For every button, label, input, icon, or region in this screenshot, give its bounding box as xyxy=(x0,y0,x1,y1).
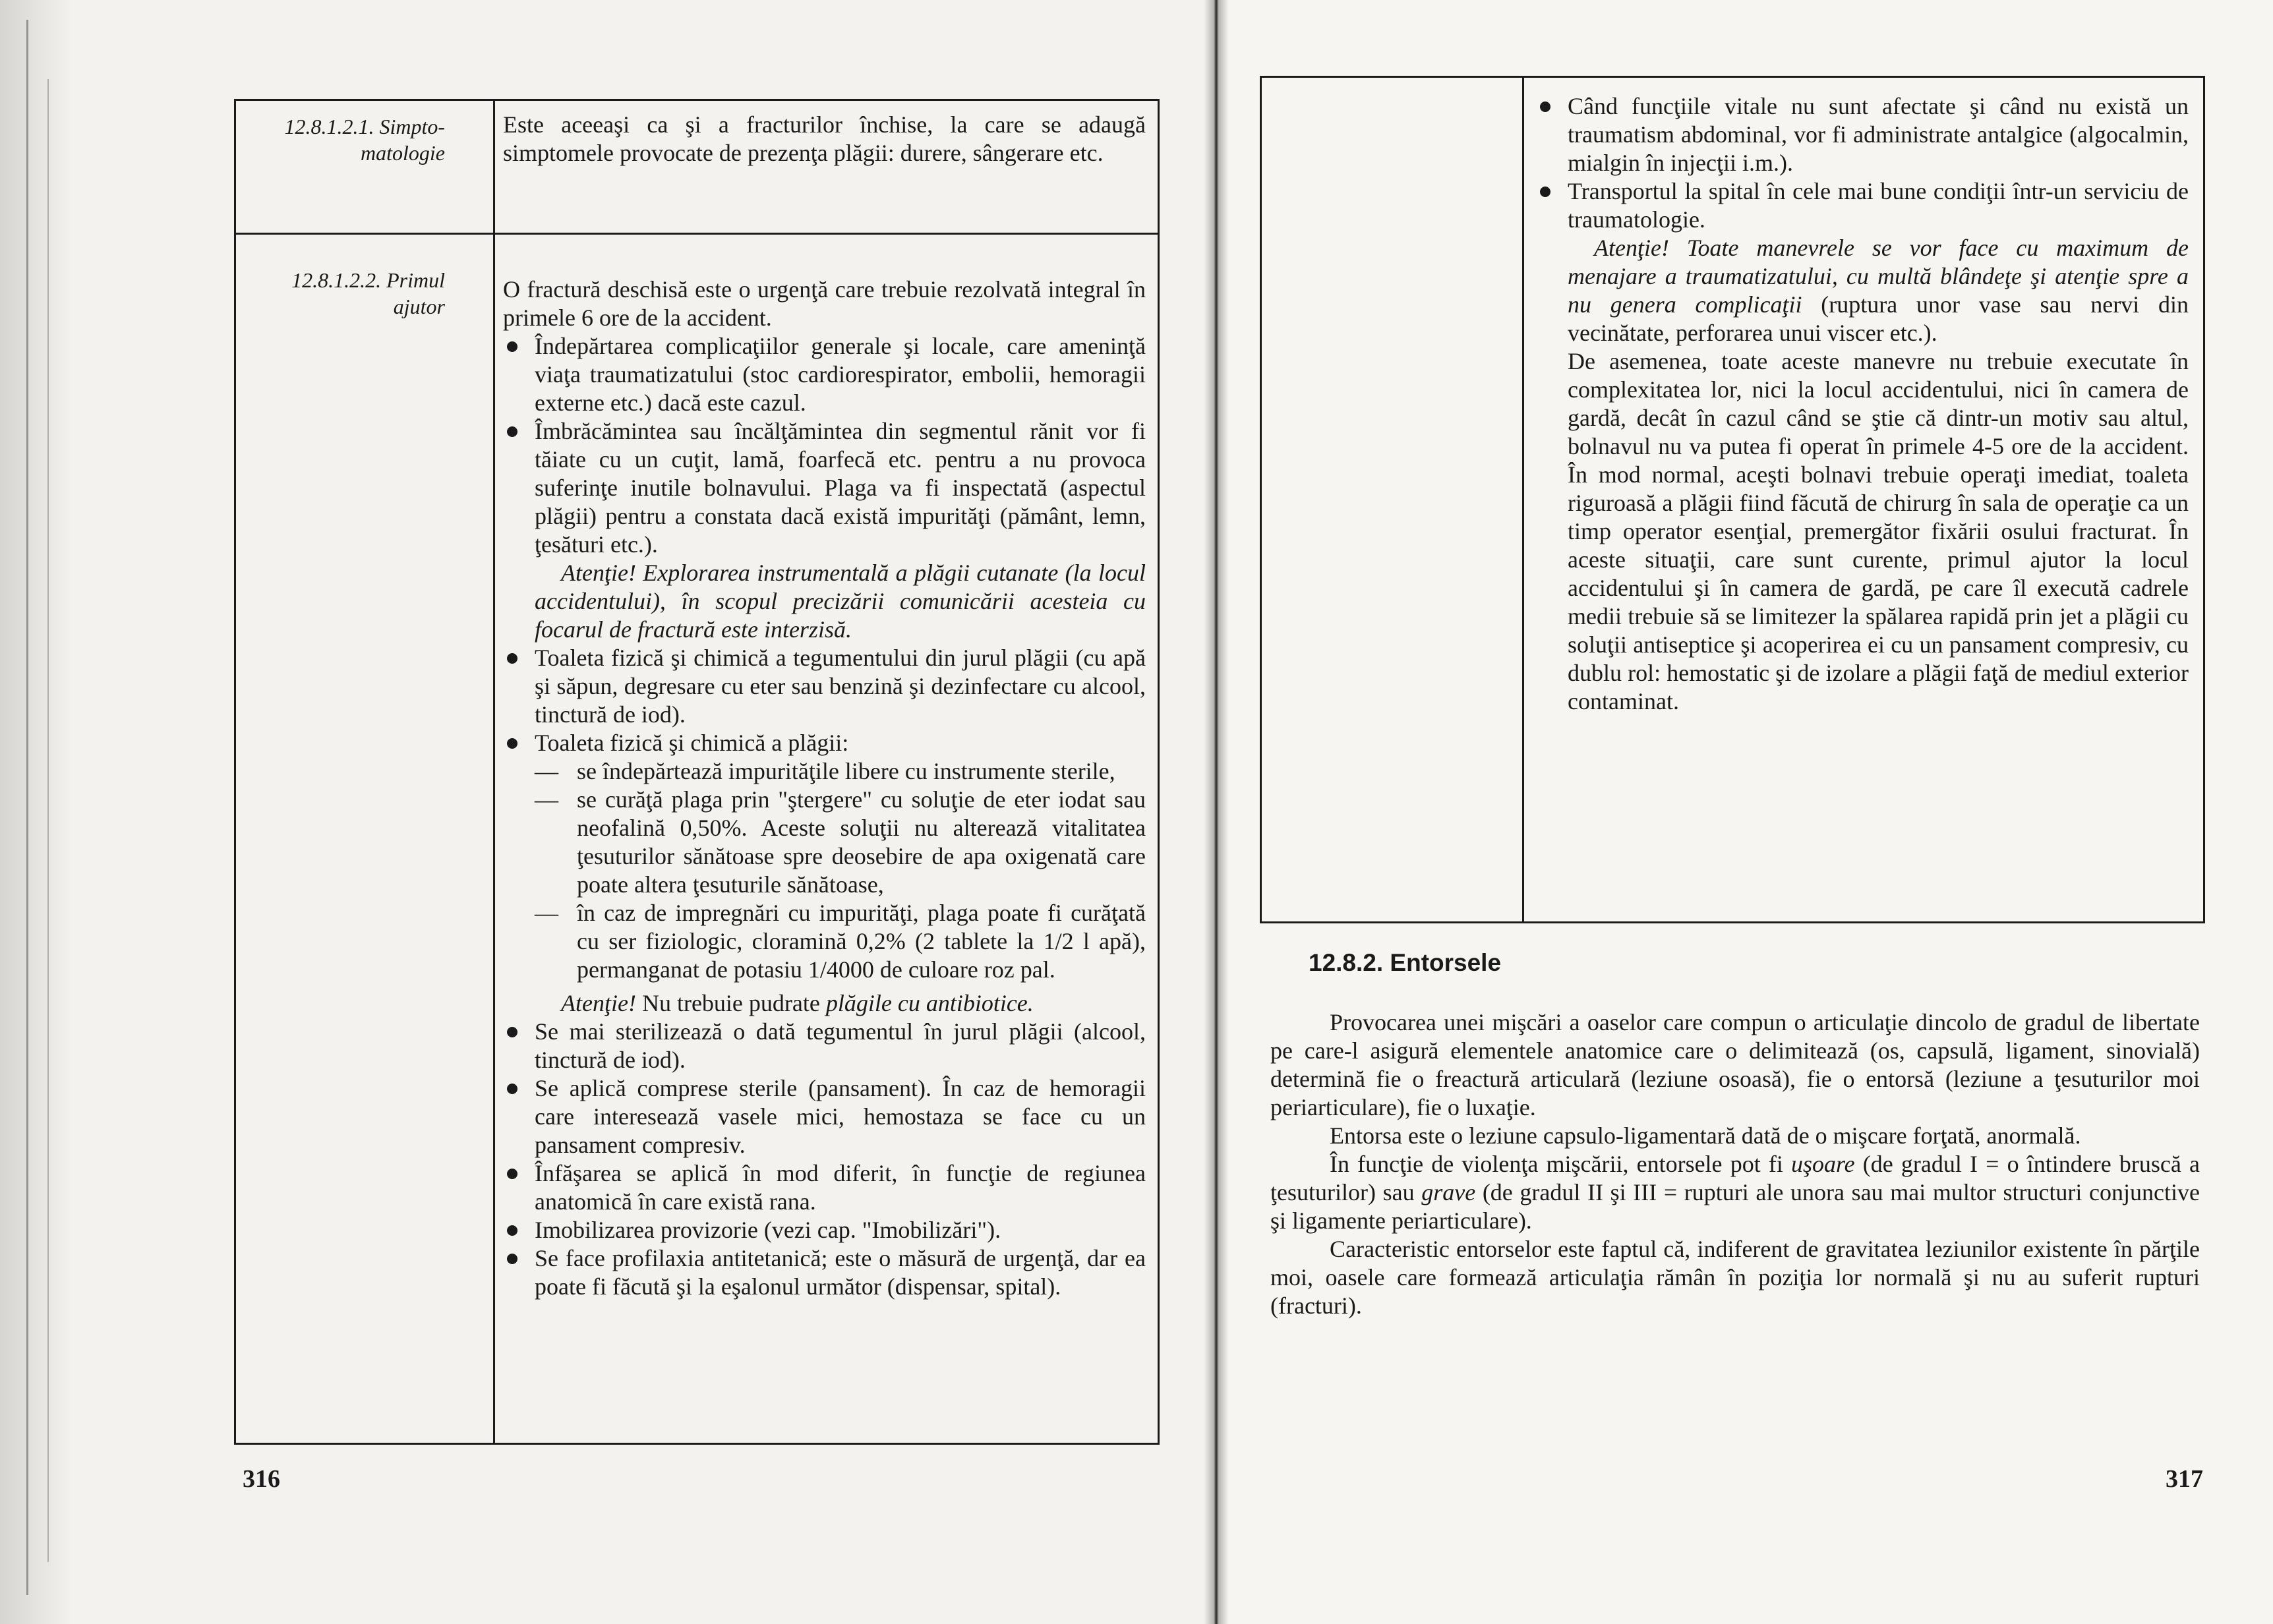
row-content-symptomatology: Este aceeaşi ca şi a fracturilor închise, la care se adaugă simptomele provocate de prezenţa plăgii: durere, sângerare etc. xyxy=(503,111,1146,166)
page-edge-shadow xyxy=(0,0,73,1624)
list-item: Se face profilaxia antitetanică; este o măsură de urgenţă, dar ea poate fi făcută şi la eşalonul următor (dispensar, spital). xyxy=(503,1244,1146,1301)
page-number: 316 xyxy=(243,1465,280,1493)
row-label-first-aid: 12.8.1.2.2. Primul ajutor xyxy=(291,268,445,318)
first-aid-list xyxy=(503,644,1146,984)
section-body xyxy=(1270,1008,2200,1320)
page-edge-line xyxy=(26,20,28,1595)
list-item: Înfăşarea se aplică în mod diferit, în funcţie de regiunea anatomică în care există rana. xyxy=(503,1159,1146,1216)
paragraph: Caracteristic entorselor este faptul că, indiferent de gravitatea leziunilor existente în părţile moi, oasele care formează articulaţia rămân în poziţia lor normală şi nu au suferit rupturi (fracturi). xyxy=(1270,1236,2200,1319)
paragraph: Provocarea unei mişcări a oaselor care compun o articulaţie dincolo de gradul de libertate pe care-l asigură elementele anatomice care o delimitează (os, capsulă, ligament, sinovială) determină fie o freactură articulară (leziune osoasă), fie o entorsă (leziune a ţesuturilor moi periarticulare), fie o luxaţie. xyxy=(1270,1009,2200,1120)
row-content-first-aid xyxy=(503,276,1146,1301)
first-aid-intro: O fractură deschisă este o urgenţă care trebuie rezolvată integral în primele 6 ore de la accident. xyxy=(503,276,1146,331)
table-row-divider xyxy=(236,233,1158,235)
list-item xyxy=(503,729,1146,984)
sub-list-item: — se curăţă plaga prin "ştergere" cu soluţie de eter iodat sau neofalină 0,50%. Aceste soluţii nu alterează vitalitatea ţesuturilor sănătoase spre deosebire de apa oxigenată care poate altera ţesuturile sănătoase, xyxy=(535,786,1146,899)
list-item: Se mai sterilizează o dată tegumentul în jurul plăgii (alcool, tinctură de iod). xyxy=(503,1018,1146,1074)
warning-note: Atenţie! Explorarea instrumentală a plăgii cutanate (la locul accidentului), în scopul precizării comunicării acesteia cu focarul de fractură este interzisă. xyxy=(535,560,1146,643)
list-item: Imobilizarea provizorie (vezi cap. "Imobilizări"). xyxy=(503,1216,1146,1244)
first-aid-list xyxy=(503,1018,1146,1301)
table-column-divider xyxy=(1522,78,1524,921)
list-item: Când funcţiile vitale nu sunt afectate şi când nu există un traumatism abdominal, vor fi administrate antalgice (algocalmin, mialgin în injecţii i.m.). xyxy=(1536,92,2189,177)
sub-list-item: — se îndepărtează impurităţile libere cu instrumente sterile, xyxy=(535,757,1146,786)
warning-note: Atenţie! Nu trebuie pudrate plăgile cu antibiotice. xyxy=(561,990,1034,1016)
right-page xyxy=(1216,0,2273,1624)
list-item-text: Toaleta fizică şi chimică a plăgii: xyxy=(535,730,849,756)
page-number: 317 xyxy=(2166,1465,2203,1493)
warning-note: Atenţie! Toate manevrele se vor face cu maximum de menajare a traumatizatului, cu multă blândeţe şi atenţie spre a nu genera complicaţii (ruptura unor vase sau nervi din vecinătate, perforarea unui viscer etc.). xyxy=(1568,235,2189,346)
continuation-content xyxy=(1536,92,2189,716)
list-item: Îndepărtarea complicaţiilor generale şi locale, care ameninţă viaţa traumatizatului (stoc cardiorespirator, embolii, hemoragii externe etc.) dacă este cazul. xyxy=(503,332,1146,417)
sub-list-item: — în caz de impregnări cu impurităţi, plaga poate fi curăţată cu ser fiziologic, cloramină 0,2% (2 tablete la 1/2 l apă), permanganat de potasiu 1/4000 de culoare roz pal. xyxy=(535,899,1146,984)
table-column-divider xyxy=(493,101,495,1443)
first-aid-list xyxy=(503,332,1146,559)
section-heading: 12.8.2. Entorsele xyxy=(1309,949,1502,976)
list-item: Se aplică comprese sterile (pansament). În caz de hemoragii care interesează vasele mici, hemostaza se face cu un pansament compresiv. xyxy=(503,1074,1146,1159)
book-gutter xyxy=(1204,0,1229,1624)
first-aid-list xyxy=(1536,92,2189,234)
sub-list xyxy=(535,757,1146,984)
paragraph: În funcţie de violenţa mişcării, entorsele pot fi uşoare (de gradul I = o întindere bruscă a ţesuturilor) sau grave (de gradul II şi III = rupturi ale unora sau mai multor structuri conjunctive şi ligamente periarticulare). xyxy=(1270,1151,2200,1234)
page-edge-line xyxy=(47,79,49,1562)
paragraph: De asemenea, toate aceste manevre nu trebuie executate în complexitatea lor, nici la locul accidentului, nici în camera de gardă, decât în cazul când se ştie că dintr-un motiv sau altul, bolnavul nu va putea fi operat în primele 4-5 ore de la accident. În mod normal, aceşti bolnavi trebuie operaţi imediat, toaleta riguroasă a plăgii fiind făcută de chirurg în sala de operaţie ca un timp operator esenţial, premergător fixării osului fracturat. În aceste situaţii, care sunt curente, primul ajutor la locul accidentului şi în camera de gardă, pe care îl execută cadrele medii trebuie să se limitezer la spălarea rapidă prin jet a plăgii cu soluţii antiseptice şi acoperirea ei cu un pansament compresiv, cu dublu rol: hemostatic şi de izolare a plăgii faţă de mediul exterior contaminat. xyxy=(1568,348,2189,714)
list-item: Transportul la spital în cele mai bune condiţii într-un serviciu de traumatologie. xyxy=(1536,177,2189,234)
paragraph: Entorsa este o leziune capsulo-ligamentară dată de o mişcare forţată, anormală. xyxy=(1330,1122,2081,1149)
list-item: Toaleta fizică şi chimică a tegumentului din jurul plăgii (cu apă şi săpun, degresare cu eter sau benzină şi dezinfectare cu alcool, tinctură de iod). xyxy=(503,644,1146,729)
list-item: Îmbrăcămintea sau încălţămintea din segmentul rănit vor fi tăiate cu un cuţit, lamă, foarfecă etc. pentru a nu provoca suferinţe inutile bolnavului. Plaga va fi inspectată (aspectul plăgii) pentru a constata dacă există impurităţi (pământ, lemn, ţesături etc.). xyxy=(503,417,1146,559)
row-label-symptomatology: 12.8.1.2.1. Simpto-matologie xyxy=(284,115,445,165)
